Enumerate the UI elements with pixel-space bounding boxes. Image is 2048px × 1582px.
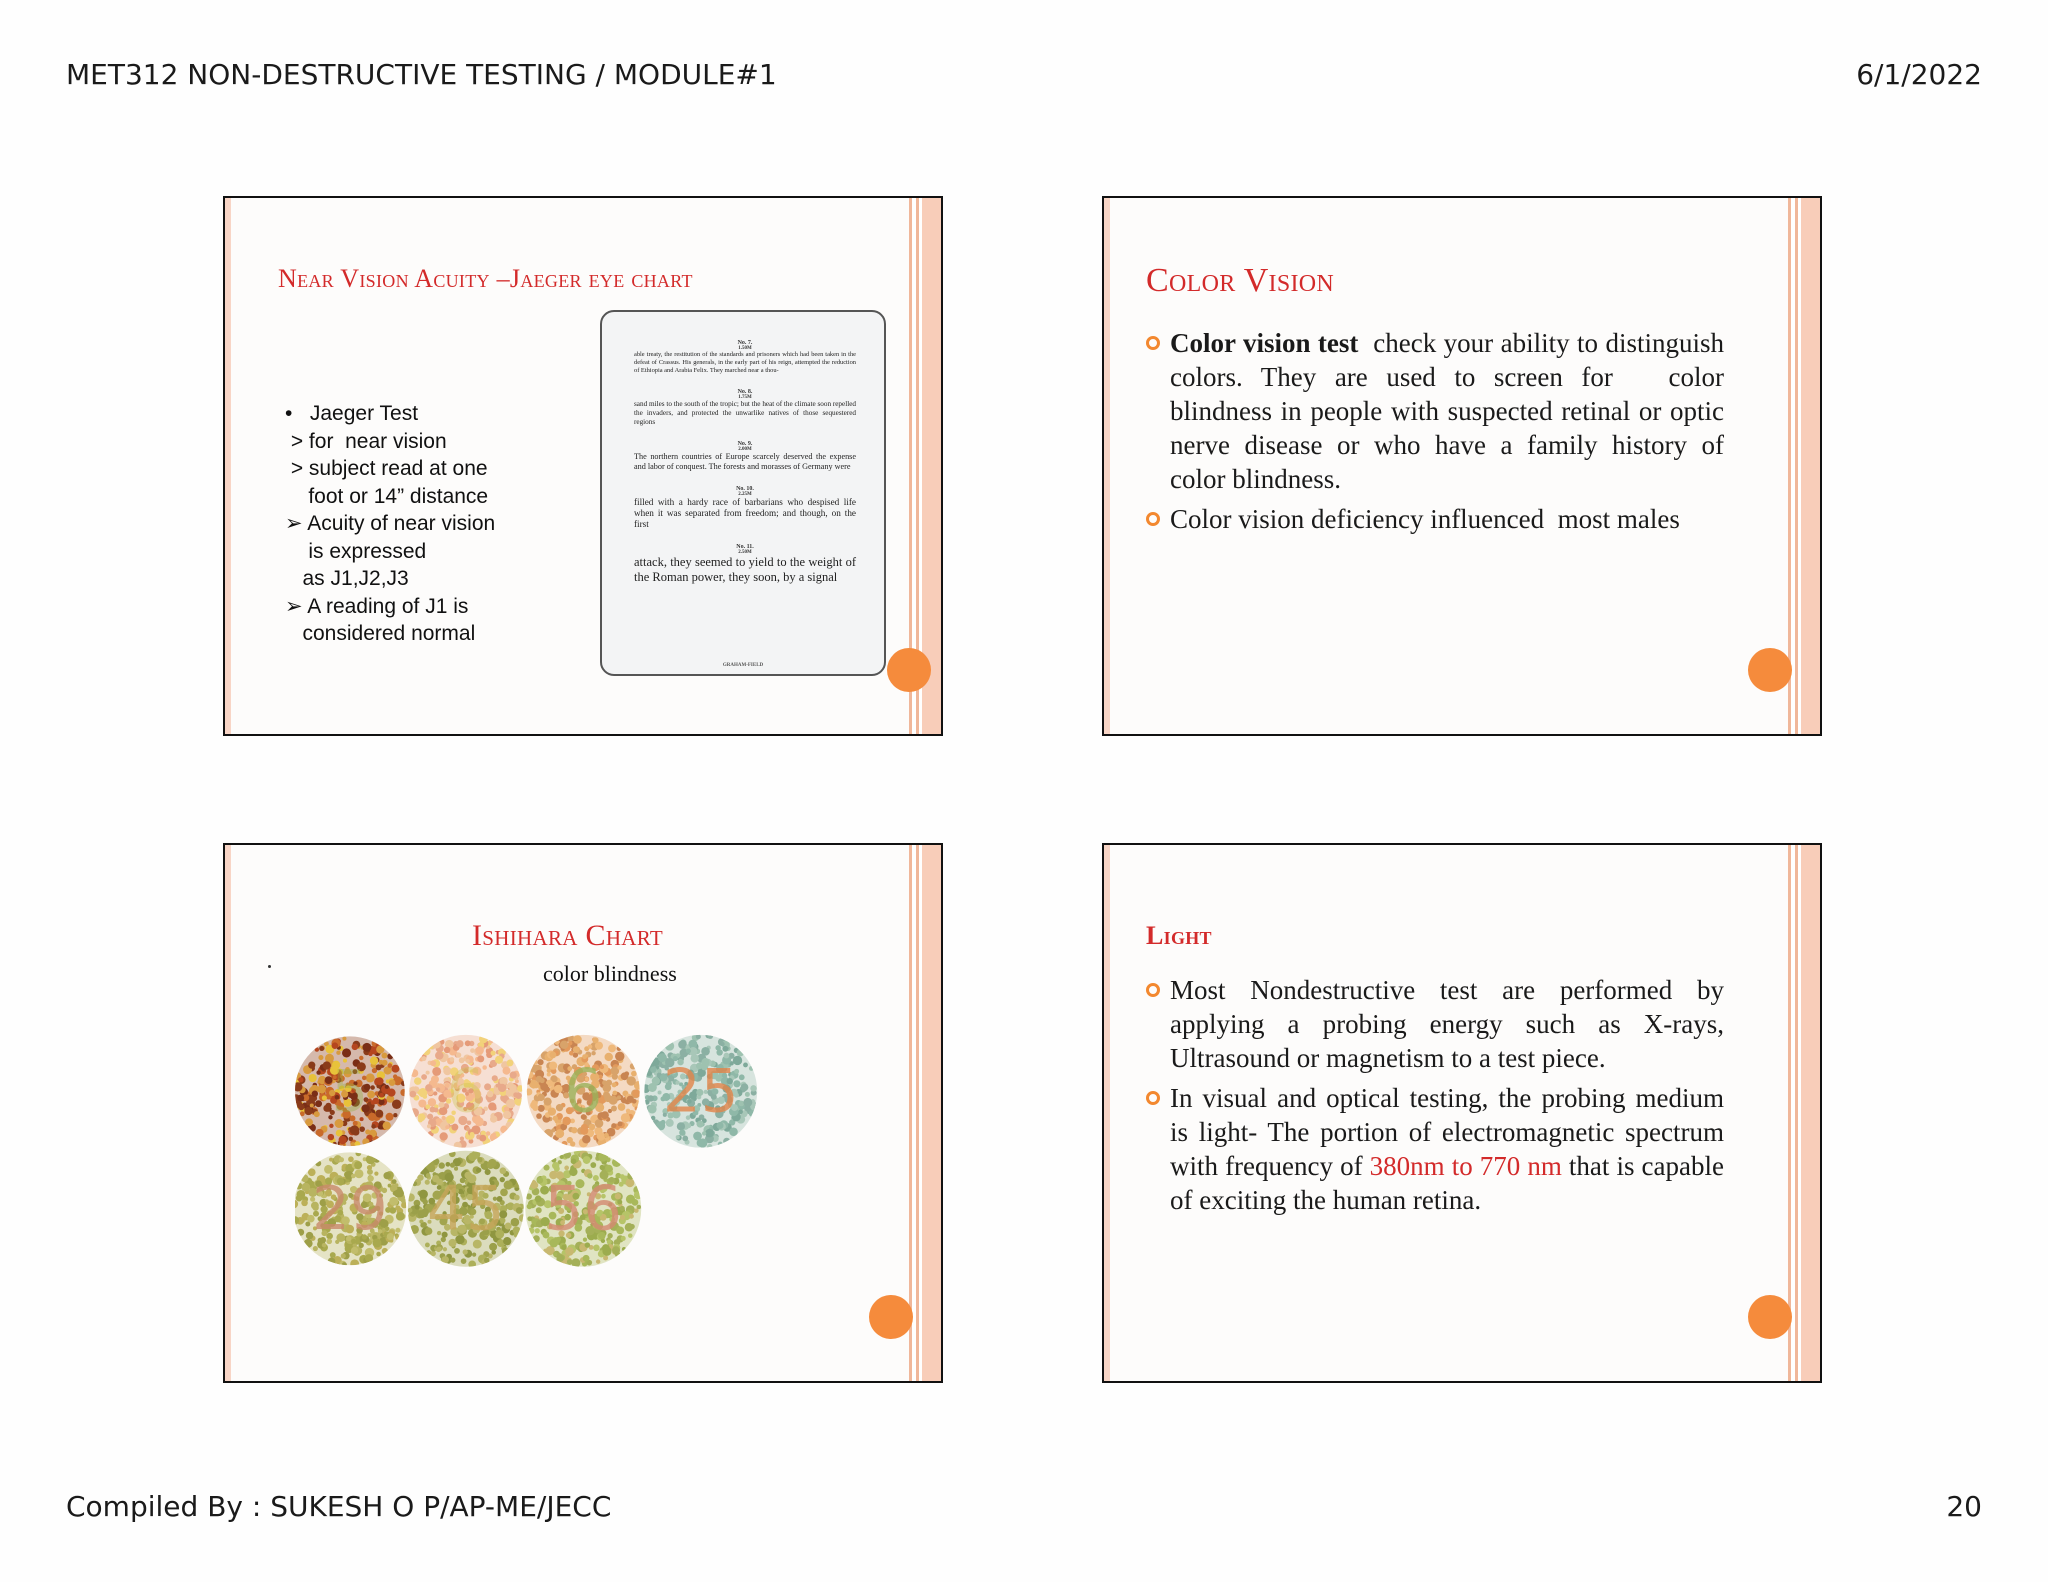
ishihara-plate-number: 5: [331, 1056, 369, 1125]
slide-content: [1146, 326, 1731, 542]
list-item: foot or 14” distance: [285, 484, 489, 508]
jaeger-bullet-list: [285, 400, 495, 648]
slide-right-stripes: [1788, 845, 1820, 1381]
list-item: ➢ A reading of J1 is: [285, 594, 469, 618]
ishihara-plate: [525, 1034, 643, 1148]
slide-color-vision: [1102, 196, 1822, 736]
jaeger-text: The northern countries of Europe scarcely deserved the expense and labor of conquest. The forests and morasses of Germany were: [634, 452, 856, 471]
ishihara-plate-number: 25: [662, 1057, 739, 1127]
slide-title: Ishihara Chart: [472, 919, 663, 952]
jaeger-text: filled with a hardy race of barbarians who despised life when it was separated from freedom; and though, on the first: [634, 497, 856, 529]
slide-left-stripe: [1104, 198, 1110, 734]
list-item: is expressed: [285, 539, 427, 563]
jaeger-block: [634, 486, 856, 530]
jaeger-block: [634, 340, 856, 375]
slide-ishihara-chart: [223, 843, 943, 1383]
list-item: > subject read at one: [285, 457, 488, 480]
slide-title: Color Vision: [1146, 262, 1335, 299]
ishihara-plate-number: 6: [446, 1057, 485, 1127]
slide-orange-dot: [1748, 1295, 1792, 1339]
slide-subtitle: color blindness: [543, 961, 677, 986]
ishihara-plates-image: [295, 995, 765, 1305]
slide-jaeger-chart: [223, 196, 943, 736]
jaeger-size: 1.50M: [738, 346, 752, 351]
bullet-text: Color vision deficiency influenced most males: [1170, 504, 1680, 534]
bullet-bold-lead: Color vision test: [1170, 328, 1359, 358]
ishihara-plate-number: 56: [544, 1173, 623, 1245]
bullet-item: [1146, 326, 1731, 496]
bullet-item: [1146, 1081, 1724, 1217]
bullet-item: [1146, 502, 1724, 536]
slide-content: [1146, 973, 1724, 1223]
slide-light: [1102, 843, 1822, 1383]
slide-orange-dot: [1748, 648, 1792, 692]
ishihara-plate-number: 6: [564, 1057, 603, 1127]
ishihara-plate: [406, 1150, 526, 1268]
list-item: considered normal: [285, 622, 476, 645]
ishihara-plate-number: 29: [311, 1175, 388, 1245]
slide-left-stripe: [225, 198, 231, 734]
document-header-title: MET312 NON-DESTRUCTIVE TESTING / MODULE#1: [66, 58, 777, 91]
list-item: ➢ Acuity of near vision: [285, 512, 496, 535]
ishihara-plate-number: 45: [426, 1173, 505, 1245]
slide-right-stripes: [1788, 198, 1820, 734]
bullet-text: In visual and optical testing, the probing medium is light- The portion of electromagnetic spectrum with frequency of: [1170, 1083, 1724, 1181]
document-date: 6/1/2022: [1856, 58, 1982, 91]
ishihara-plate: [295, 1150, 408, 1268]
jaeger-block: [634, 389, 856, 427]
jaeger-block: [634, 544, 856, 585]
jaeger-size: 2.50M: [738, 550, 752, 555]
stray-dot: [268, 965, 271, 968]
bullet-text: check your ability to distinguish colors. They are used to screen for color blindness in people with suspected retinal or optic nerve disease or who have a family history of color blindness.: [1170, 328, 1731, 494]
slide-title: Near Vision Acuity –Jaeger eye chart: [278, 264, 693, 293]
document-footer-credit: Compiled By : SUKESH O P/AP-ME/JECC: [66, 1490, 612, 1523]
ishihara-plate: [408, 1035, 523, 1150]
jaeger-size: 2.00M: [738, 447, 752, 452]
jaeger-number: No. 8.: [737, 389, 753, 395]
slide-right-stripes: [909, 845, 941, 1381]
ishihara-plate: [295, 1036, 408, 1147]
jaeger-credit: GRAHAM-FIELD: [722, 663, 764, 668]
jaeger-text: sand miles to the south of the tropic; but the heat of the climate soon repelled the invaders, and protected the unwarlike natives of those sequestered regions: [634, 400, 856, 426]
slide-left-stripe: [1104, 845, 1110, 1381]
jaeger-size: 2.25M: [738, 492, 752, 497]
jaeger-number: No. 11.: [736, 544, 754, 550]
list-item: > for near vision: [285, 429, 447, 453]
bullet-text: that is capable of exciting the human retina.: [1170, 1151, 1724, 1215]
list-item: • Jaeger Test: [285, 402, 419, 425]
page-number: 20: [1946, 1490, 1982, 1523]
slide-orange-dot: [869, 1295, 913, 1339]
slide-left-stripe: [225, 845, 231, 1381]
jaeger-number: No. 7.: [737, 340, 753, 346]
jaeger-number: No. 10.: [736, 486, 754, 492]
jaeger-text: able treaty, the restitution of the standards and prisoners which had been taken in the defeat of Crassus. His generals, in the early part of his reign, attempted the reduction of Ethiopia and Arabia Felix. They marched near a thou-: [634, 351, 856, 374]
wavelength-range: 380nm to 770 nm: [1369, 1151, 1562, 1181]
jaeger-size: 1.75M: [738, 395, 752, 400]
slide-title: Light: [1146, 921, 1212, 950]
jaeger-eye-chart-image: [600, 310, 886, 676]
bullet-text: Most Nondestructive test are performed by applying a probing energy such as X-rays, Ultrasound or magnetism to a test piece.: [1170, 975, 1724, 1073]
slide-orange-dot: [887, 648, 931, 692]
list-item: as J1,J2,J3: [285, 567, 409, 590]
jaeger-number: No. 9.: [737, 441, 753, 447]
bullet-item: [1146, 973, 1724, 1075]
ishihara-plate: [525, 1147, 642, 1267]
jaeger-block: [634, 441, 856, 472]
ishihara-plate: [641, 1033, 758, 1150]
jaeger-text: attack, they seemed to yield to the weight of the Roman power, they soon, by a signal: [634, 555, 856, 584]
